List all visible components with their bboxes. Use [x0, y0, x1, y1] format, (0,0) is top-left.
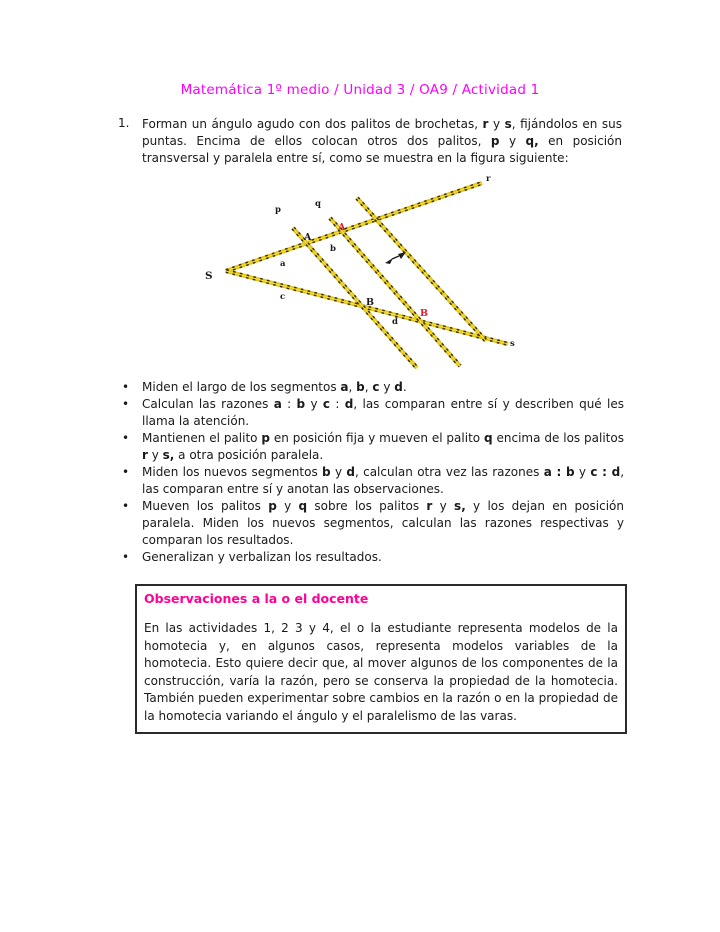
point-B-red-label: B [420, 308, 429, 319]
note-box-body: En las actividades 1, 2 3 y 4, el o la estudiante representa modelos de la homotecia y, en algunos casos, representa modelos variables de la homotecia. Esto quiere decir que, al mover algunos de los componentes de la construcción, varía la razón, pero se conserva la propiedad de la homotecia. También pueden experimentar sobre cambios en la razón o en la propiedad de la homotecia variando el ángulo y el paralelismo de las varas. [144, 621, 618, 723]
instructions-list [122, 379, 624, 566]
bullet-icon: • [122, 465, 130, 479]
bullet-icon: • [122, 550, 130, 564]
bullet-icon: • [122, 397, 130, 411]
bullet-icon: • [122, 380, 130, 394]
list-item-text: Mueven los palitos p y q sobre los palitos r y s, y los dejan en posición paralela. Miden los nuevos segmentos, calculan las razones respectivas y comparan los resultados. [142, 499, 624, 547]
stick-q-label: q [315, 199, 321, 209]
stick-r [226, 183, 482, 271]
teacher-observations-box [135, 584, 627, 734]
list-item [122, 396, 624, 430]
bullet-icon: • [122, 499, 130, 513]
segment-c-label: c [280, 292, 286, 302]
point-A-red-label: A [338, 222, 346, 233]
stick-r-label: r [486, 174, 491, 184]
list-item [122, 430, 624, 464]
point-B-label: B [366, 297, 375, 308]
segment-b-label: b [330, 244, 336, 254]
segment-a-label: a [280, 259, 286, 269]
sticks-figure-svg [190, 168, 530, 380]
list-item [122, 464, 624, 498]
point-A-label: A [304, 232, 312, 243]
list-item-text: Miden los nuevos segmentos b y d, calculan otra vez las razones a : b y c : d, las comparan entre sí y anotan las observaciones. [142, 465, 625, 496]
move-arrow-icon [385, 252, 406, 264]
list-item [122, 498, 624, 549]
sticks-figure [190, 168, 530, 380]
list-item-text: Generalizan y verbalizan los resultados. [142, 550, 382, 564]
bullet-icon: • [122, 431, 130, 445]
list-item [122, 379, 624, 396]
list-item-text: Calculan las razones a : b y c : d, las comparan entre sí y describen qué les llama la atención. [142, 397, 624, 428]
list-item [122, 549, 624, 566]
segment-d-label: d [392, 317, 398, 327]
list-number: 1. [118, 116, 130, 130]
note-box-heading: Observaciones a la o el docente [144, 591, 369, 606]
intro-paragraph: Forman un ángulo agudo con dos palitos de brochetas, r y s, fijándolos en sus puntas. Encima de ellos colocan otros dos palitos, p y q, en posición transversal y paralela entre sí, como se muestra en la figura siguiente: [142, 117, 623, 165]
stick-s-label: s [510, 339, 515, 349]
stick-p-label: p [275, 205, 281, 215]
list-item-text: Mantienen el palito p en posición fija y mueven el palito q encima de los palitos r y s, a otra posición paralela. [142, 431, 624, 462]
vertex-S-label: S [205, 270, 213, 282]
page-title: Matemática 1º medio / Unidad 3 / OA9 / Actividad 1 [180, 82, 540, 98]
list-item-text: Miden el largo de los segmentos a, b, c y d. [142, 380, 407, 394]
